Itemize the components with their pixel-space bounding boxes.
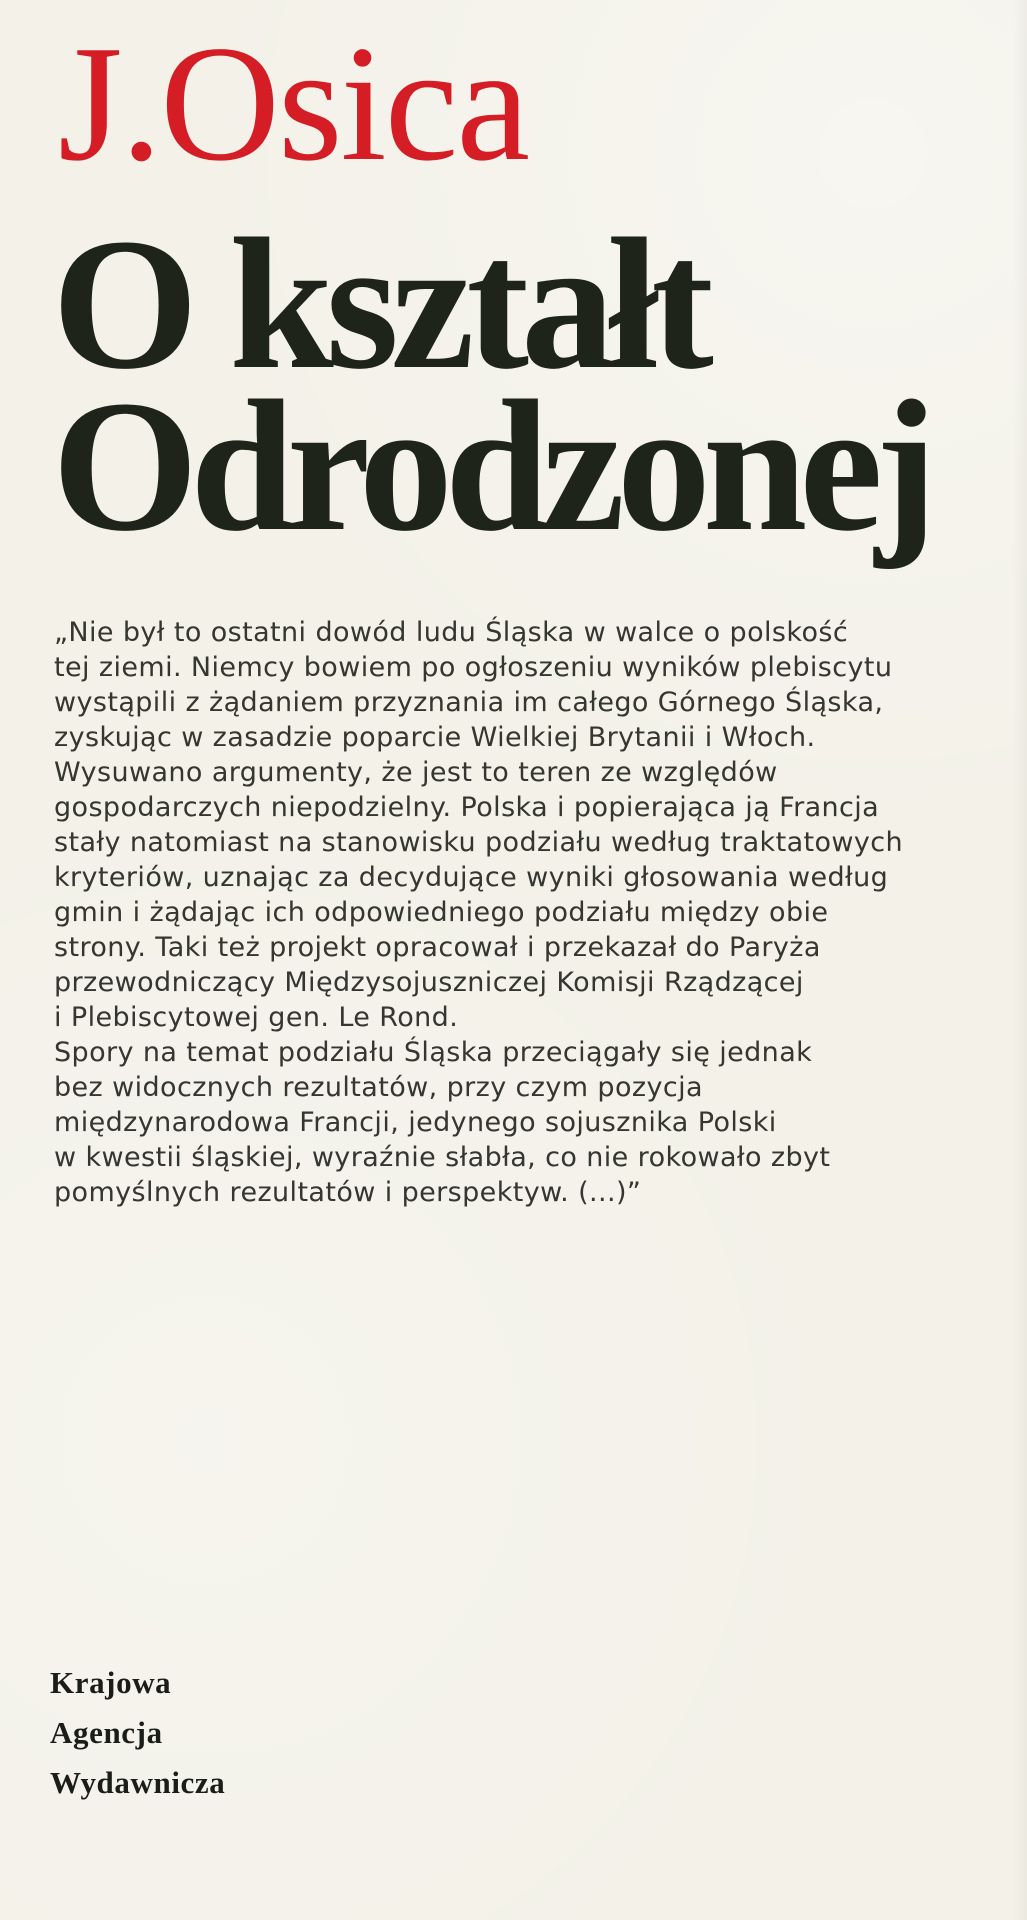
excerpt-line: tej ziemi. Niemcy bowiem po ogłoszeniu wyników plebiscytu bbox=[54, 652, 893, 683]
excerpt-line: Spory na temat podziału Śląska przeciągały się jednak bbox=[54, 1037, 813, 1068]
excerpt-line: przewodniczący Międzysojuszniczej Komisji Rządzącej bbox=[54, 967, 804, 998]
excerpt-line: wystąpili z żądaniem przyznania im całego Górnego Śląska, bbox=[54, 687, 884, 718]
excerpt-line: w kwestii śląskiej, wyraźnie słabła, co nie rokowało zbyt bbox=[54, 1142, 831, 1173]
excerpt-line: międzynarodowa Francji, jedynego sojusznika Polski bbox=[54, 1107, 777, 1138]
excerpt-line: gospodarczych niepodzielny. Polska i popierająca ją Francja bbox=[54, 792, 880, 823]
title-line-2: Odrodzonej bbox=[52, 361, 930, 570]
excerpt-line: gmin i żądając ich odpowiedniego podziału między obie bbox=[54, 897, 829, 928]
excerpt-line: i Plebiscytowej gen. Le Rond. bbox=[54, 1002, 459, 1033]
excerpt-line: stały natomiast na stanowisku podziału według traktatowych bbox=[54, 827, 904, 858]
excerpt-line: „Nie był to ostatni dowód ludu Śląska w walce o polskość bbox=[54, 617, 849, 648]
excerpt-line: pomyślnych rezultatów i perspektyw. (...)” bbox=[54, 1177, 642, 1208]
excerpt-line: bez widocznych rezultatów, przy czym pozycja bbox=[54, 1072, 703, 1103]
excerpt-line: zyskując w zasadzie poparcie Wielkiej Brytanii i Włoch. bbox=[54, 722, 816, 753]
quote-excerpt bbox=[54, 615, 964, 1210]
publisher-line: Krajowa bbox=[50, 1665, 172, 1700]
page-edge-shadow bbox=[1013, 0, 1027, 1920]
excerpt-line: Wysuwano argumenty, że jest to teren ze względów bbox=[54, 757, 778, 788]
publisher-name bbox=[50, 1658, 225, 1808]
title-line-1: O kształt bbox=[52, 199, 706, 408]
excerpt-line: kryteriów, uznając za decydujące wyniki głosowania według bbox=[54, 862, 889, 893]
publisher-line: Agencja bbox=[50, 1715, 163, 1750]
author-name: J.Osica bbox=[58, 11, 529, 195]
publisher-line: Wydawnicza bbox=[50, 1765, 226, 1800]
excerpt-line: strony. Taki też projekt opracował i przekazał do Paryża bbox=[54, 932, 821, 963]
